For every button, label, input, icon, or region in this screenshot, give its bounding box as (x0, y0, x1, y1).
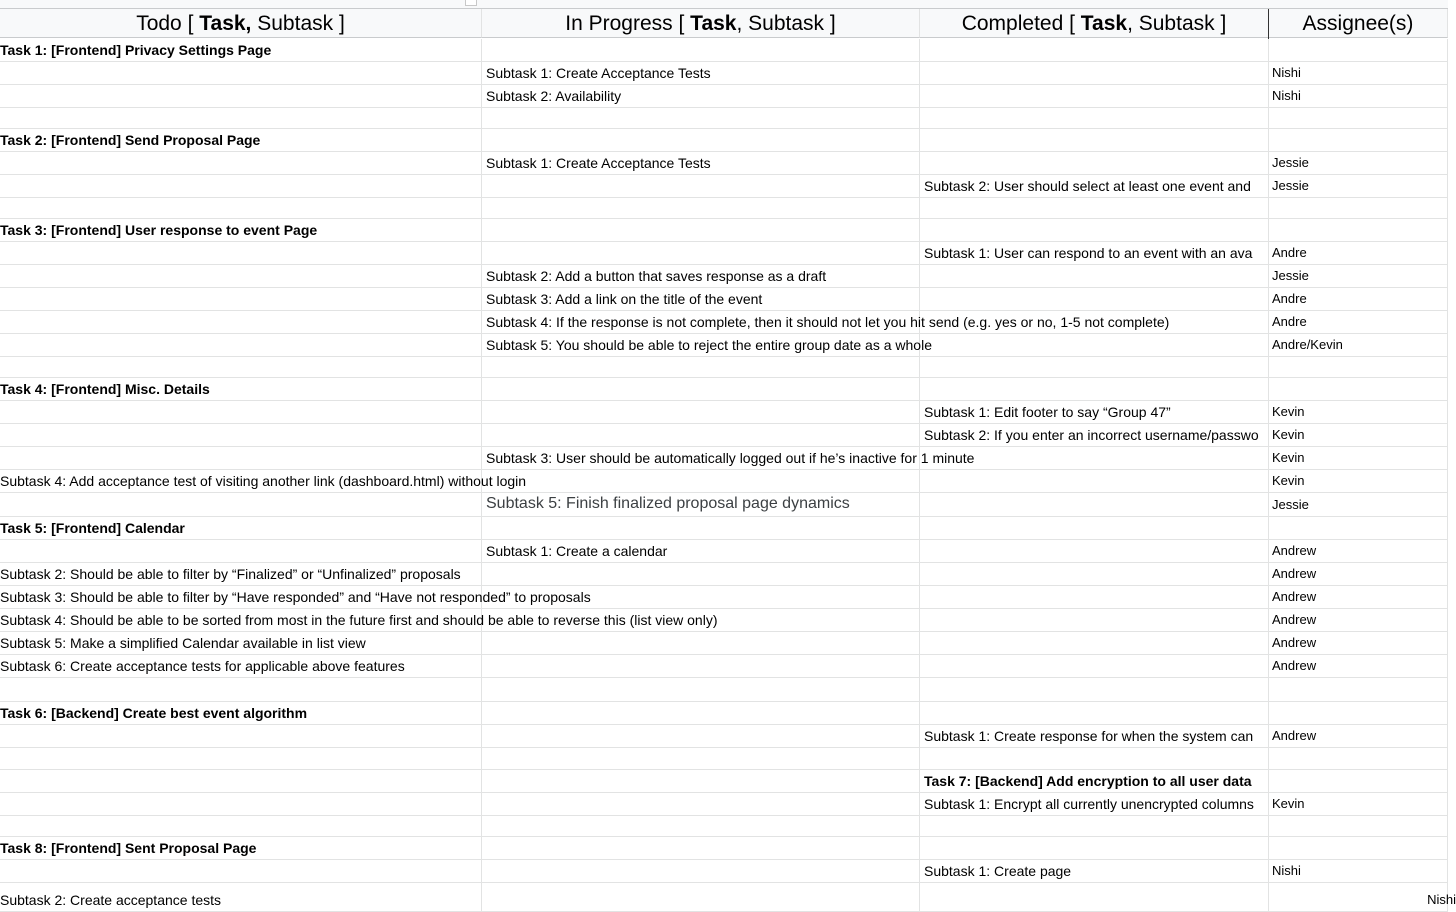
assignee-name: Andrew (1272, 589, 1317, 604)
in-progress-cell[interactable] (482, 219, 920, 242)
assignee-name: Andrew (1272, 612, 1317, 627)
todo-cell[interactable] (0, 62, 482, 85)
table-row (0, 424, 1448, 447)
todo-cell[interactable] (0, 401, 482, 424)
task-title: Task 6: [Backend] Create best event algorithm (0, 705, 308, 721)
table-row (0, 108, 1448, 129)
in-progress-cell[interactable] (482, 702, 920, 725)
table-row (0, 702, 1448, 725)
in-progress-cell[interactable] (482, 242, 920, 265)
todo-cell[interactable] (0, 678, 482, 702)
table-row (0, 219, 1448, 242)
header-todo[interactable]: Todo [ Task, Subtask ] (0, 9, 482, 38)
in-progress-cell[interactable] (482, 129, 920, 152)
subtask-text: Subtask 1: Create response for when the system can (924, 728, 1254, 744)
todo-cell[interactable] (0, 265, 482, 288)
table-row (0, 883, 1456, 912)
subtask-text: Subtask 4: Add acceptance test of visiting another link (dashboard.html) without login (0, 473, 527, 489)
table-row (0, 265, 1448, 288)
completed-cell[interactable] (920, 655, 1269, 678)
table-row (0, 493, 1448, 517)
subtask-text: Subtask 2: User should select at least one event and (924, 178, 1251, 194)
completed-cell[interactable] (920, 632, 1269, 655)
todo-cell[interactable] (0, 85, 482, 108)
subtask-text: Subtask 2: Add a button that saves response as a draft (486, 268, 827, 284)
assignee-name: Jessie (1272, 155, 1309, 170)
assignee-cell[interactable] (1269, 378, 1448, 401)
assignee-name: Andrew (1272, 566, 1317, 581)
table-row (0, 334, 1448, 357)
task-title: Task 7: [Backend] Add encryption to all user data (924, 773, 1252, 789)
task-title: Task 2: [Frontend] Send Proposal Page (0, 132, 261, 148)
table-row (0, 816, 1448, 837)
table-row (0, 837, 1448, 860)
in-progress-cell[interactable] (482, 883, 920, 912)
subtask-text: Subtask 5: Make a simplified Calendar available in list view (0, 635, 366, 651)
todo-cell[interactable] (0, 793, 482, 816)
subtask-text: Subtask 2: If you enter an incorrect username/passwo (924, 427, 1259, 443)
assignee-name: Kevin (1272, 427, 1305, 442)
in-progress-cell[interactable] (482, 837, 920, 860)
task-title: Task 4: [Frontend] Misc. Details (0, 381, 210, 397)
assignee-cell[interactable] (1269, 816, 1448, 837)
subtask-text: Subtask 1: Encrypt all currently unencrypted columns (924, 796, 1254, 812)
completed-cell[interactable] (920, 563, 1269, 586)
in-progress-cell[interactable] (482, 470, 920, 493)
completed-cell[interactable] (920, 219, 1269, 242)
in-progress-cell[interactable] (482, 198, 920, 219)
subtask-text: Subtask 3: Add a link on the title of the event (486, 291, 763, 307)
subtask-text: Subtask 3: User should be automatically logged out if he’s inactive for 1 minute (486, 450, 975, 466)
table-row (0, 725, 1448, 748)
assignee-name: Kevin (1272, 473, 1305, 488)
todo-cell[interactable] (0, 860, 482, 883)
table-row (0, 242, 1448, 265)
subtask-text: Subtask 1: Create a calendar (486, 543, 668, 559)
assignee-cell[interactable] (1269, 219, 1448, 242)
completed-cell[interactable] (920, 357, 1269, 378)
assignee-name: Andrew (1272, 543, 1317, 558)
frozen-column-divider (1268, 9, 1269, 39)
assignee-name: Nishi (1272, 65, 1301, 80)
assignee-cell[interactable] (1269, 129, 1448, 152)
completed-cell[interactable] (920, 85, 1269, 108)
assignee-cell[interactable] (1269, 517, 1448, 540)
completed-cell[interactable] (920, 586, 1269, 609)
completed-cell[interactable] (920, 288, 1269, 311)
todo-cell[interactable] (0, 770, 482, 793)
assignee-cell[interactable] (1269, 108, 1448, 129)
filter-icon[interactable] (465, 0, 477, 6)
todo-cell[interactable] (0, 540, 482, 563)
subtask-text: Subtask 4: If the response is not complete, then it should not let you hit send (e.g. yes or no, 1-5 not complete) (486, 314, 1170, 330)
table-row (0, 748, 1448, 770)
table-row (0, 586, 1448, 609)
assignee-cell[interactable] (1269, 702, 1448, 725)
subtask-text: Subtask 1: Create page (924, 863, 1072, 879)
subtask-text: Subtask 6: Create acceptance tests for applicable above features (0, 658, 405, 674)
assignee-cell[interactable] (1269, 883, 1448, 912)
todo-cell[interactable] (0, 334, 482, 357)
assignee-name: Andrew (1272, 635, 1317, 650)
task-title: Task 3: [Frontend] User response to event Page (0, 222, 318, 238)
todo-cell[interactable] (0, 816, 482, 837)
todo-cell[interactable] (0, 725, 482, 748)
assignee-cell[interactable] (1269, 770, 1448, 793)
completed-cell[interactable] (920, 152, 1269, 175)
subtask-text: Subtask 5: Finish finalized proposal page dynamics (486, 495, 850, 512)
completed-cell[interactable] (920, 265, 1269, 288)
subtask-text: Subtask 1: Edit footer to say “Group 47” (924, 404, 1171, 420)
completed-cell[interactable] (920, 540, 1269, 563)
subtask-text: Subtask 1: User can respond to an event with an ava (924, 245, 1253, 261)
assignee-name: Andre (1272, 245, 1307, 260)
assignee-name: Andrew (1272, 658, 1317, 673)
in-progress-cell[interactable] (482, 517, 920, 540)
todo-cell[interactable] (0, 242, 482, 265)
assignee-name: Nishi (1427, 892, 1456, 907)
assignee-name: Jessie (1272, 268, 1309, 283)
assignee-cell[interactable] (1269, 39, 1448, 62)
completed-cell[interactable] (920, 702, 1269, 725)
table-row (0, 85, 1448, 108)
todo-cell[interactable] (0, 493, 482, 517)
assignee-cell[interactable] (1269, 357, 1448, 378)
assignee-name: Jessie (1272, 178, 1309, 193)
header-assignees[interactable]: Assignee(s) (1269, 9, 1448, 38)
subtask-text: Subtask 4: Should be able to be sorted from most in the future first and should be able to reverse this (list view only) (0, 612, 718, 628)
table-row (0, 770, 1448, 793)
table-row (0, 540, 1448, 563)
completed-cell[interactable] (920, 129, 1269, 152)
assignee-cell[interactable] (1269, 837, 1448, 860)
in-progress-cell[interactable] (482, 108, 920, 129)
todo-cell[interactable] (0, 311, 482, 334)
table-row (0, 447, 1448, 470)
assignee-cell[interactable] (1269, 748, 1448, 770)
task-title: Task 5: [Frontend] Calendar (0, 520, 185, 536)
subtask-text: Subtask 1: Create Acceptance Tests (486, 155, 711, 171)
in-progress-cell[interactable] (482, 655, 920, 678)
assignee-cell[interactable] (1269, 678, 1448, 702)
assignee-name: Andrew (1272, 728, 1317, 743)
completed-cell[interactable] (920, 609, 1269, 632)
table-row (0, 288, 1448, 311)
table-row (0, 517, 1448, 540)
table-row (0, 632, 1448, 655)
assignee-name: Nishi (1272, 863, 1301, 878)
assignee-name: Jessie (1272, 497, 1309, 512)
assignee-name: Andre/Kevin (1272, 337, 1343, 352)
completed-cell[interactable] (920, 837, 1269, 860)
table-row (0, 609, 1448, 632)
todo-cell[interactable] (0, 447, 482, 470)
in-progress-cell[interactable] (482, 401, 920, 424)
table-row (0, 563, 1448, 586)
in-progress-cell[interactable] (482, 357, 920, 378)
in-progress-cell[interactable] (482, 632, 920, 655)
table-row (0, 357, 1448, 378)
header-in-progress[interactable]: In Progress [ Task, Subtask ] (482, 9, 920, 38)
header-completed[interactable]: Completed [ Task, Subtask ] (920, 9, 1269, 38)
completed-cell[interactable] (920, 39, 1269, 62)
table-row (0, 793, 1448, 816)
subtask-text: Subtask 2: Create acceptance tests (0, 892, 222, 908)
completed-cell[interactable] (920, 883, 1269, 912)
todo-cell[interactable] (0, 357, 482, 378)
completed-cell[interactable] (920, 678, 1269, 702)
table-row (0, 198, 1448, 219)
todo-cell[interactable] (0, 424, 482, 447)
in-progress-cell[interactable] (482, 378, 920, 401)
in-progress-cell[interactable] (482, 563, 920, 586)
subtask-text: Subtask 5: You should be able to reject the entire group date as a whole (486, 337, 932, 353)
table-row (0, 860, 1448, 883)
table-row (0, 655, 1448, 678)
completed-cell[interactable] (920, 108, 1269, 129)
completed-cell[interactable] (920, 470, 1269, 493)
assignee-name: Andre (1272, 314, 1307, 329)
table-row (0, 62, 1448, 85)
column-letter-strip (0, 0, 1448, 9)
in-progress-cell[interactable] (482, 678, 920, 702)
in-progress-cell[interactable] (482, 39, 920, 62)
completed-cell[interactable] (920, 198, 1269, 219)
assignee-name: Kevin (1272, 796, 1305, 811)
todo-cell[interactable] (0, 198, 482, 219)
completed-cell[interactable] (920, 748, 1269, 770)
completed-cell[interactable] (920, 62, 1269, 85)
in-progress-cell[interactable] (482, 725, 920, 748)
in-progress-cell[interactable] (482, 424, 920, 447)
in-progress-cell[interactable] (482, 793, 920, 816)
in-progress-cell[interactable] (482, 770, 920, 793)
table-row (0, 678, 1448, 702)
subtask-text: Subtask 2: Availability (486, 88, 622, 104)
in-progress-cell[interactable] (482, 816, 920, 837)
assignee-name: Kevin (1272, 404, 1305, 419)
task-title: Task 1: [Frontend] Privacy Settings Page (0, 42, 272, 58)
table-row (0, 470, 1448, 493)
completed-cell[interactable] (920, 378, 1269, 401)
todo-cell[interactable] (0, 748, 482, 770)
table-row (0, 129, 1448, 152)
table-row (0, 311, 1448, 334)
table-row (0, 39, 1448, 62)
todo-cell[interactable] (0, 175, 482, 198)
todo-cell[interactable] (0, 288, 482, 311)
task-title: Task 8: [Frontend] Sent Proposal Page (0, 840, 257, 856)
table-row (0, 401, 1448, 424)
assignee-name: Kevin (1272, 450, 1305, 465)
in-progress-cell[interactable] (482, 175, 920, 198)
assignee-cell[interactable] (1269, 198, 1448, 219)
in-progress-cell[interactable] (482, 860, 920, 883)
todo-cell[interactable] (0, 108, 482, 129)
assignee-name: Andre (1272, 291, 1307, 306)
table-row (0, 378, 1448, 401)
in-progress-cell[interactable] (482, 748, 920, 770)
completed-cell[interactable] (920, 816, 1269, 837)
completed-cell[interactable] (920, 517, 1269, 540)
completed-cell[interactable] (920, 493, 1269, 517)
todo-cell[interactable] (0, 152, 482, 175)
subtask-text: Subtask 2: Should be able to filter by “Finalized” or “Unfinalized” proposals (0, 566, 461, 582)
assignee-name: Nishi (1272, 88, 1301, 103)
table-row (0, 175, 1448, 198)
completed-cell[interactable] (920, 334, 1269, 357)
subtask-text: Subtask 1: Create Acceptance Tests (486, 65, 711, 81)
table-row (0, 152, 1448, 175)
subtask-text: Subtask 3: Should be able to filter by “Have responded” and “Have not responded” to proposals (0, 589, 591, 605)
